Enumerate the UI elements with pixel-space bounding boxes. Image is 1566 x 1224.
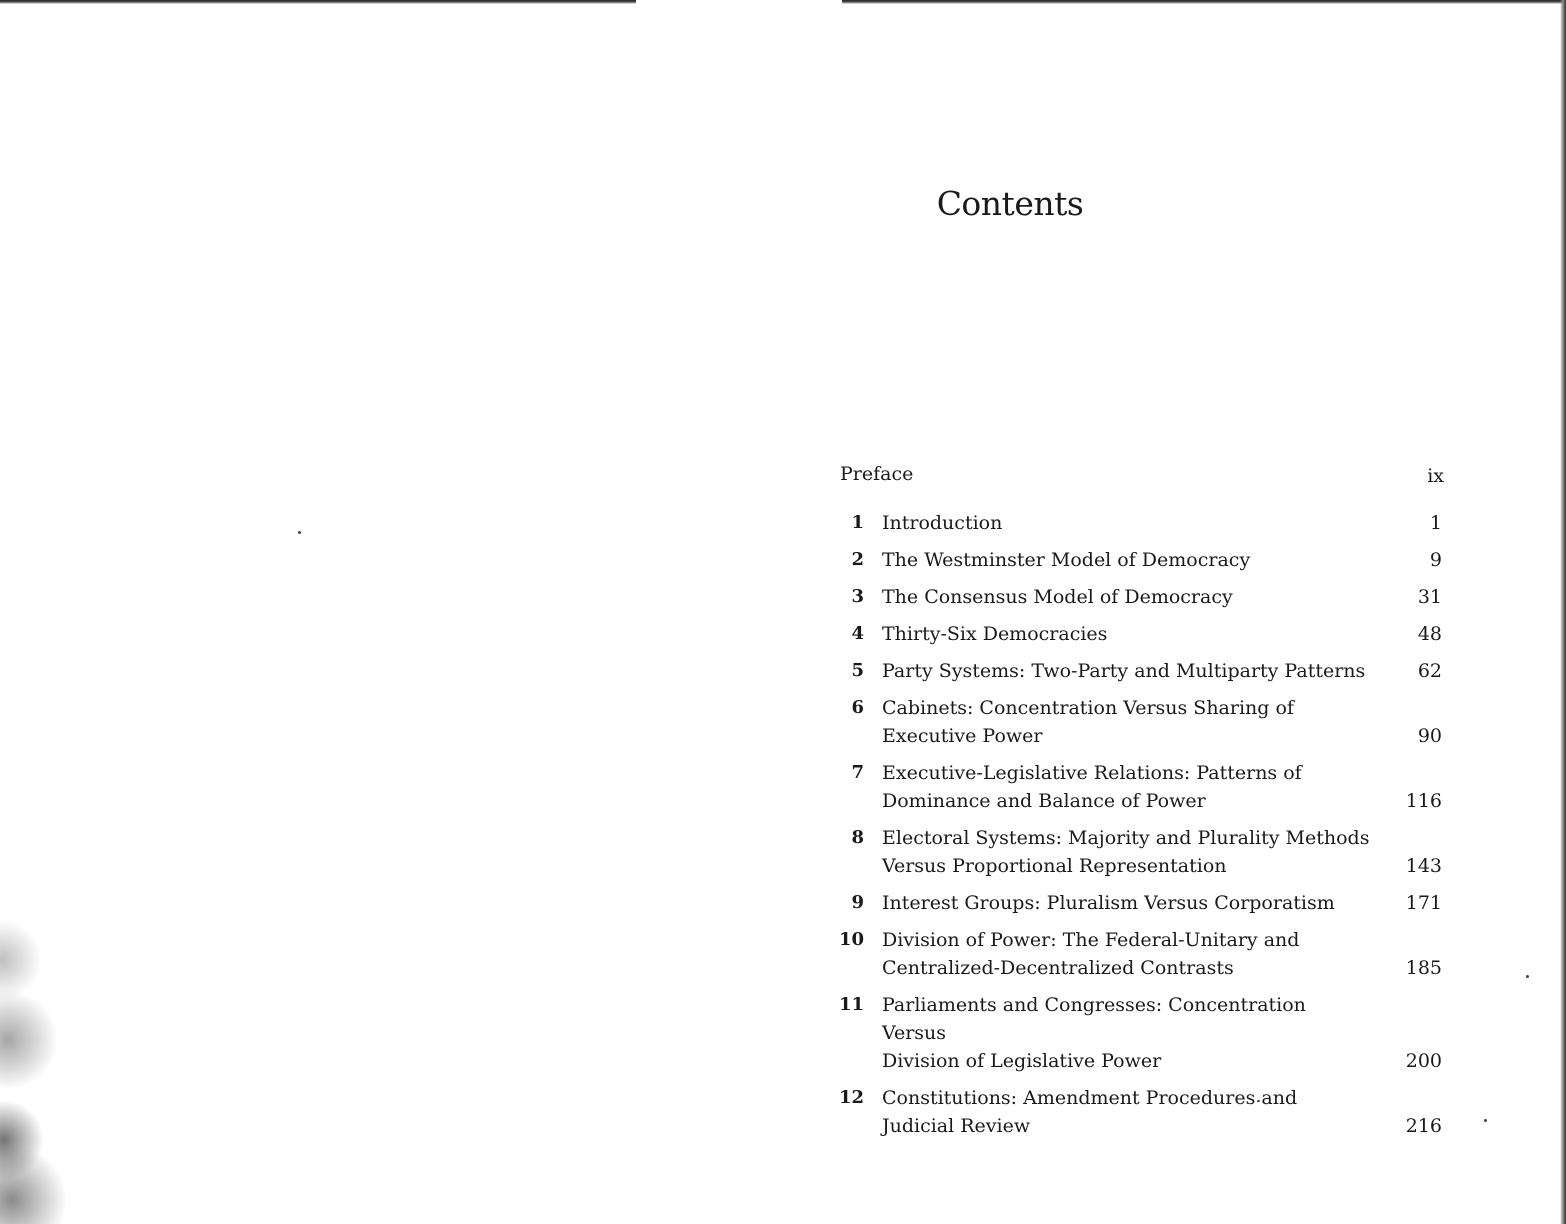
toc-entry-number: 7 <box>851 762 864 783</box>
scan-speck <box>1526 975 1529 978</box>
toc-entry-page: ix <box>1427 465 1444 487</box>
toc-entry[interactable] <box>834 991 1442 1075</box>
scan-right-edge <box>1560 0 1566 1224</box>
scan-top-gap <box>636 0 842 4</box>
scan-speck <box>298 531 301 534</box>
toc-entry-title: Party Systems: Two-Party and Multiparty Patterns <box>882 660 1366 682</box>
toc-entry-number: 6 <box>851 697 864 718</box>
table-of-contents <box>834 509 1442 1149</box>
toc-entry-page: 9 <box>1429 549 1442 571</box>
toc-entry-page: 48 <box>1417 623 1442 645</box>
toc-entry[interactable] <box>834 546 1442 574</box>
toc-entry-page: 1 <box>1429 512 1442 534</box>
toc-entry-title: Constitutions: Amendment Procedures and Judicial Review <box>882 1087 1298 1137</box>
toc-entry-title: The Westminster Model of Democracy <box>882 549 1251 571</box>
toc-entry[interactable] <box>834 759 1442 815</box>
toc-entry-title: Parliaments and Congresses: Concentration Versus Division of Legislative Power <box>882 994 1306 1072</box>
toc-entry-page: 143 <box>1405 855 1442 877</box>
toc-entry-title: Thirty-Six Democracies <box>882 623 1108 645</box>
toc-entry-page: 216 <box>1405 1115 1442 1137</box>
page-title: Contents <box>936 184 1084 223</box>
toc-entry-title: Division of Power: The Federal-Unitary and Centralized-Decentralized Contrasts <box>882 929 1300 979</box>
toc-entry-page: 31 <box>1417 586 1442 608</box>
toc-entry-number: 4 <box>851 623 864 644</box>
toc-entry-title: Electoral Systems: Majority and Plurality Methods Versus Proportional Representation <box>882 827 1370 877</box>
toc-entry[interactable] <box>834 620 1442 648</box>
toc-entry-title: Introduction <box>882 512 1003 534</box>
toc-entry-title: The Consensus Model of Democracy <box>882 586 1233 608</box>
toc-entry[interactable] <box>834 889 1442 917</box>
toc-entry-page: 62 <box>1417 660 1442 682</box>
toc-entry-page: 116 <box>1405 790 1442 812</box>
toc-entry[interactable] <box>834 509 1442 537</box>
toc-entry-number: 3 <box>851 586 864 607</box>
toc-entry-title: Interest Groups: Pluralism Versus Corporatism <box>882 892 1335 914</box>
scan-speck <box>1484 1119 1487 1122</box>
toc-entry-number: 2 <box>851 549 864 570</box>
toc-entry-title: Executive-Legislative Relations: Patterns of Dominance and Balance of Power <box>882 762 1302 812</box>
toc-entry-page: 200 <box>1405 1050 1442 1072</box>
toc-entry-preface[interactable] <box>840 463 1444 491</box>
toc-entry-page: 185 <box>1405 957 1442 979</box>
toc-entry-number: 8 <box>851 827 864 848</box>
toc-entry-title: Preface <box>840 463 914 485</box>
toc-entry-title: Cabinets: Concentration Versus Sharing of Executive Power <box>882 697 1294 747</box>
toc-entry-page: 90 <box>1417 725 1442 747</box>
toc-entry[interactable] <box>834 694 1442 750</box>
toc-entry-number: 11 <box>838 994 864 1015</box>
toc-entry[interactable] <box>834 1084 1442 1140</box>
toc-entry-page: 171 <box>1405 892 1442 914</box>
toc-entry[interactable] <box>834 824 1442 880</box>
scan-left-noise <box>0 840 80 1224</box>
toc-entry[interactable] <box>834 657 1442 685</box>
toc-entry-number: 12 <box>838 1087 864 1108</box>
toc-entry-number: 9 <box>851 892 864 913</box>
toc-entry-number: 1 <box>851 512 864 533</box>
toc-entry[interactable] <box>834 926 1442 982</box>
toc-entry-number: 10 <box>838 929 864 950</box>
toc-entry[interactable] <box>834 583 1442 611</box>
toc-entry-number: 5 <box>851 660 864 681</box>
